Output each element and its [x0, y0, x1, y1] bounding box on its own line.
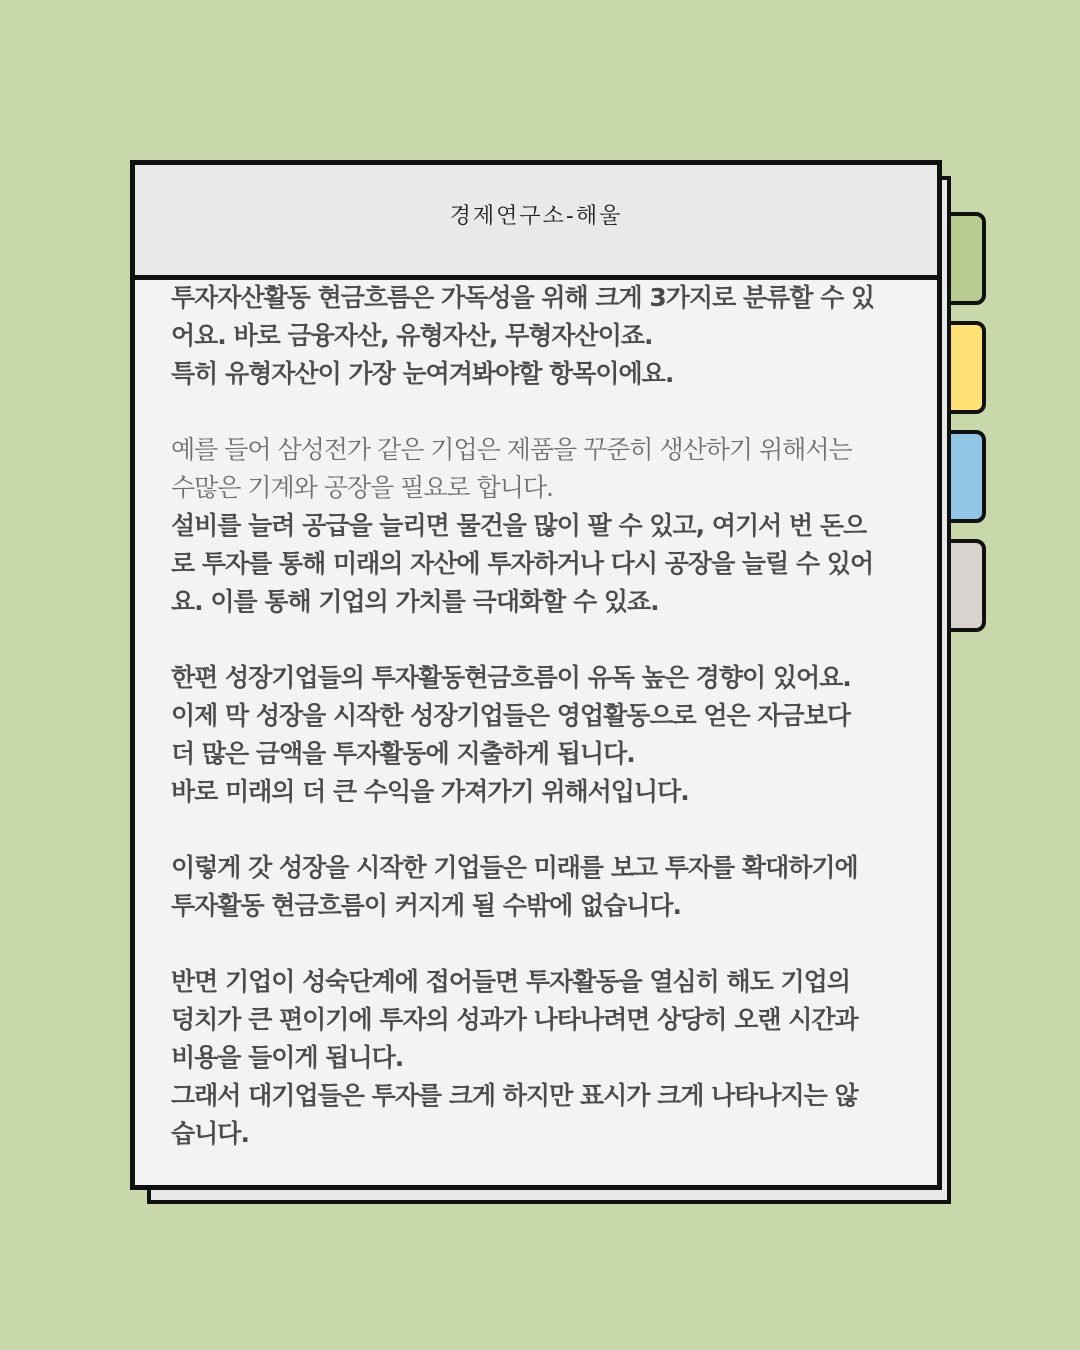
text-line: 수많은 기계와 공장을 필요로 합니다. [171, 473, 553, 502]
card-title: 경제연구소-해울 [449, 203, 623, 229]
text-line: 이제 막 성장을 시작한 성장기업들은 영업활동으로 얻은 자금보다 [171, 701, 850, 730]
text-line: 어요. 바로 금융자산, 유형자산, 무형자산이죠. [171, 321, 653, 350]
paragraph [171, 431, 901, 621]
card-body [135, 279, 937, 1153]
text-line: 바로 미래의 더 큰 수익을 가져가기 위해서입니다. [171, 777, 689, 806]
text-line: 더 많은 금액을 투자활동에 지출하게 됩니다. [171, 739, 635, 768]
text-line: 예를 들어 삼성전가 같은 기업은 제품을 꾸준히 생산하기 위해서는 [171, 435, 852, 464]
text-line: 덩치가 큰 편이기에 투자의 성과가 나타나려면 상당히 오랜 시간과 [171, 1005, 858, 1034]
note-card [130, 160, 942, 1190]
text-line: 설비를 늘려 공급을 늘리면 물건을 많이 팔 수 있고, 여기서 번 돈으 [171, 511, 867, 540]
text-line: 그래서 대기업들은 투자를 크게 하지만 표시가 크게 나타나지는 않 [171, 1081, 858, 1110]
paragraph [171, 849, 901, 925]
text-line: 반면 기업이 성숙단계에 접어들면 투자활동을 열심히 해도 기업의 [171, 967, 850, 996]
text-line: 투자자산활동 현금흐름은 가독성을 위해 크게 3가지로 분류할 수 있 [171, 283, 875, 312]
card-header [135, 165, 937, 280]
text-line: 이렇게 갓 성장을 시작한 기업들은 미래를 보고 투자를 확대하기에 [171, 853, 858, 882]
text-line: 요. 이를 통해 기업의 가치를 극대화할 수 있죠. [171, 587, 659, 616]
paragraph [171, 963, 901, 1153]
text-line: 한편 성장기업들의 투자활동현금흐름이 유독 높은 경향이 있어요. [171, 663, 851, 692]
text-line: 비용을 들이게 됩니다. [171, 1043, 404, 1072]
paragraph [171, 279, 901, 393]
text-line: 로 투자를 통해 미래의 자산에 투자하거나 다시 공장을 늘릴 수 있어 [171, 549, 874, 578]
text-line: 특히 유형자산이 가장 눈여겨봐야할 항목이에요. [171, 359, 674, 388]
text-line: 투자활동 현금흐름이 커지게 될 수밖에 없습니다. [171, 891, 682, 920]
text-line: 습니다. [171, 1119, 249, 1148]
paragraph [171, 659, 901, 811]
